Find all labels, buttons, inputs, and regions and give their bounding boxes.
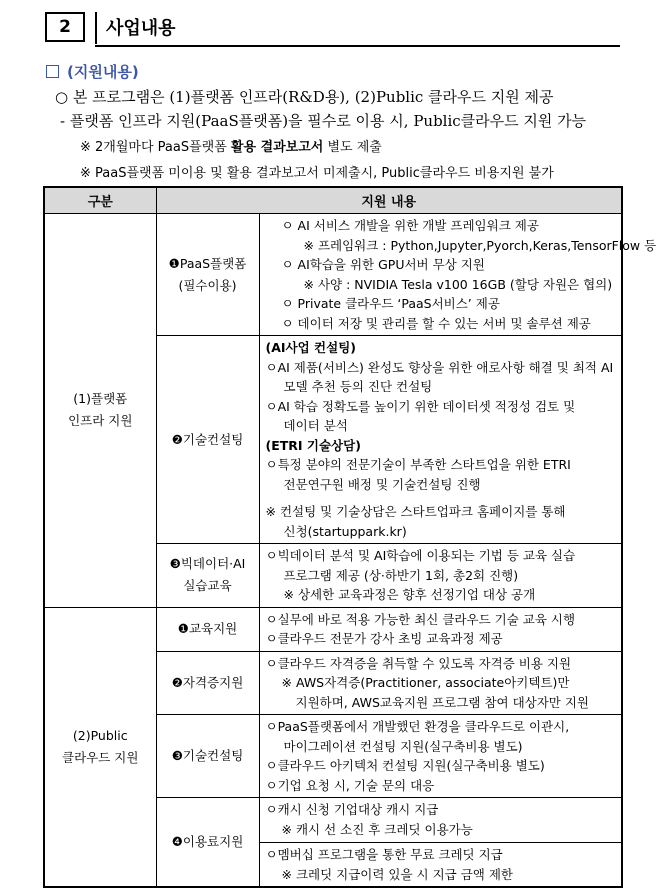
intro-line-1: ○ 본 프로그램은 (1)플랫폼 인프라(R&D용), (2)Public 클라우드 지원 제공	[55, 88, 554, 106]
content-line: ㅇ클라우드 아키텍처 컨설팅 지원(실구축비용 별도)	[265, 758, 545, 773]
content-cell	[259, 715, 622, 798]
content-line: ㅇ실무에 바로 적용 가능한 최신 클라우드 기술 교육 시행	[265, 611, 576, 627]
content-line: 신청(startuppark.kr)	[283, 523, 407, 539]
table-row	[44, 607, 622, 651]
content-line: 전문연구원 배정 및 기술컨설팅 진행	[283, 476, 481, 492]
subcategory-label: ❶교육지원	[177, 621, 238, 636]
table-header-row	[44, 187, 622, 214]
content-line: ※ 사양 : NVIDIA Tesla v100 16GB (할당 자원은 협의)	[303, 276, 613, 292]
category-label: 인프라 지원	[68, 413, 133, 429]
content-line: ㅇAI 학습 정확도를 높이기 위한 데이터셋 적정성 검토 및	[265, 398, 576, 414]
checkbox-square-icon	[46, 65, 59, 78]
subcategory-label: ❸기술컨설팅	[171, 748, 244, 763]
content-line: ※ AWS자격증(Practitioner, associate아키텍트)만	[281, 675, 570, 690]
subcategory-cell	[156, 798, 259, 888]
subcategory-cell	[156, 336, 259, 544]
header-category: 구분	[44, 187, 156, 214]
subcategory-label: ❹이용료지원	[171, 834, 244, 849]
content-line: ※ 상세한 교육과정은 향후 선정기업 대상 공개	[283, 587, 536, 602]
subcategory-label: ❷자격증지원	[171, 674, 244, 690]
intro-note-1	[80, 136, 382, 155]
content-cell	[259, 336, 622, 544]
content-line: ㅇ클라우드 자격증을 취득할 수 있도록 자격증 비용 지원	[265, 655, 572, 671]
content-line: ㅇ멤버십 프로그램을 통한 무료 크레딧 지급	[265, 847, 503, 862]
content-line: ※ 캐시 선 소진 후 크레딧 이용가능	[281, 821, 473, 837]
content-line: ㅇAI 제품(서비스) 완성도 향상을 위한 애로사항 해결 및 최적 AI	[265, 359, 614, 375]
content-cell	[259, 651, 622, 715]
content-line: ㅇ캐시 신청 기업대상 캐시 지급	[265, 802, 439, 817]
content-line: ※ 크레딧 지급이력 있을 시 지급 금액 제한	[281, 866, 513, 882]
subcategory-label: ❸빅데이터·AI	[169, 556, 246, 572]
subcategory-label: ❶PaaS플랫폼	[168, 255, 247, 271]
intro-line-2: - 플랫폼 인프라 지원(PaaS플랫폼)을 필수로 이용 시, Public클라우드 지원 가능	[60, 112, 587, 130]
content-line: ㅇPaaS플랫폼에서 개발했던 환경을 클라우드로 이관시,	[265, 719, 570, 734]
content-line: ㅇ특정 분야의 전문기술이 부족한 스타트업을 위한 ETRI	[265, 457, 571, 472]
header-content: 지원 내용	[156, 187, 622, 214]
content-line: 지원하며, AWS교육지원 프로그램 참여 대상자만 지원	[295, 694, 590, 710]
subcategory-label: (필수이용)	[178, 277, 237, 293]
table-row	[44, 214, 622, 336]
content-cell	[259, 214, 657, 336]
category-label: (2)Public	[72, 727, 128, 743]
subcategory-label: ❷기술컨설팅	[171, 431, 244, 447]
subheading-text: (지원내용)	[67, 63, 139, 81]
subcategory-label: 실습교육	[183, 578, 232, 594]
note1-pre: ※ 2개월마다 PaaS플랫폼	[80, 140, 231, 155]
subcategory-cell	[156, 651, 259, 715]
content-line: (AI사업 컨설팅)	[265, 340, 356, 355]
section-title: 사업내용	[106, 18, 176, 39]
content-line: ※ 컨설팅 및 기술상담은 스타트업파크 홈페이지를 통해	[265, 504, 566, 519]
section-header	[45, 12, 625, 46]
content-line: ㅇ 데이터 저장 및 관리를 할 수 있는 서버 및 솔루션 제공	[281, 315, 591, 331]
section-number: 2	[45, 12, 85, 42]
content-cell	[259, 544, 622, 608]
content-line: ㅇ클라우드 전문가 강사 초빙 교육과정 제공	[265, 631, 503, 646]
note1-post: 별도 제출	[323, 140, 382, 155]
subheading	[46, 61, 139, 82]
content-line: 마이그레이션 컨설팅 지원(실구축비용 별도)	[283, 738, 523, 754]
inner-divider	[260, 842, 622, 843]
section-divider	[95, 12, 97, 44]
note1-bold: 활용 결과보고서	[230, 140, 324, 155]
intro-note-2: ※ PaaS플랫폼 미이용 및 활용 결과보고서 미제출시, Public클라우드 비용지원 불가	[80, 166, 554, 181]
subcategory-cell	[156, 715, 259, 798]
category-cell-infra	[44, 214, 156, 608]
support-table	[43, 186, 657, 888]
content-line: ㅇ AI학습을 위한 GPU서버 무상 지원	[281, 257, 485, 272]
content-line: ㅇ Private 클라우드 ‘PaaS서비스’ 제공	[281, 296, 500, 311]
content-line: 데이터 분석	[283, 418, 348, 433]
content-line: (ETRI 기술상담)	[265, 437, 361, 453]
content-cell	[259, 607, 622, 651]
category-label: (1)플랫폼	[73, 391, 128, 407]
subcategory-cell	[156, 607, 259, 651]
content-line: ※ 프레임워크 : Python,Jupyter,Pyorch,Keras,TensorFlow 등	[303, 237, 657, 253]
content-cell	[259, 798, 622, 888]
content-line: ㅇ AI 서비스 개발을 위한 개발 프레임워크 제공	[281, 218, 539, 233]
content-line: ㅇ빅데이터 분석 및 AI학습에 이용되는 기법 등 교육 실습	[265, 548, 576, 563]
content-line: ㅇ기업 요청 시, 기술 문의 대응	[265, 777, 435, 793]
subcategory-cell	[156, 544, 259, 608]
subcategory-cell	[156, 214, 259, 336]
content-line: 모델 추천 등의 진단 컨설팅	[283, 379, 433, 394]
content-line: 프로그램 제공 (상·하반기 1회, 총2회 진행)	[283, 567, 519, 583]
category-cell-public	[44, 607, 156, 887]
section-underline	[95, 45, 620, 47]
category-label: 클라우드 지원	[62, 749, 139, 765]
